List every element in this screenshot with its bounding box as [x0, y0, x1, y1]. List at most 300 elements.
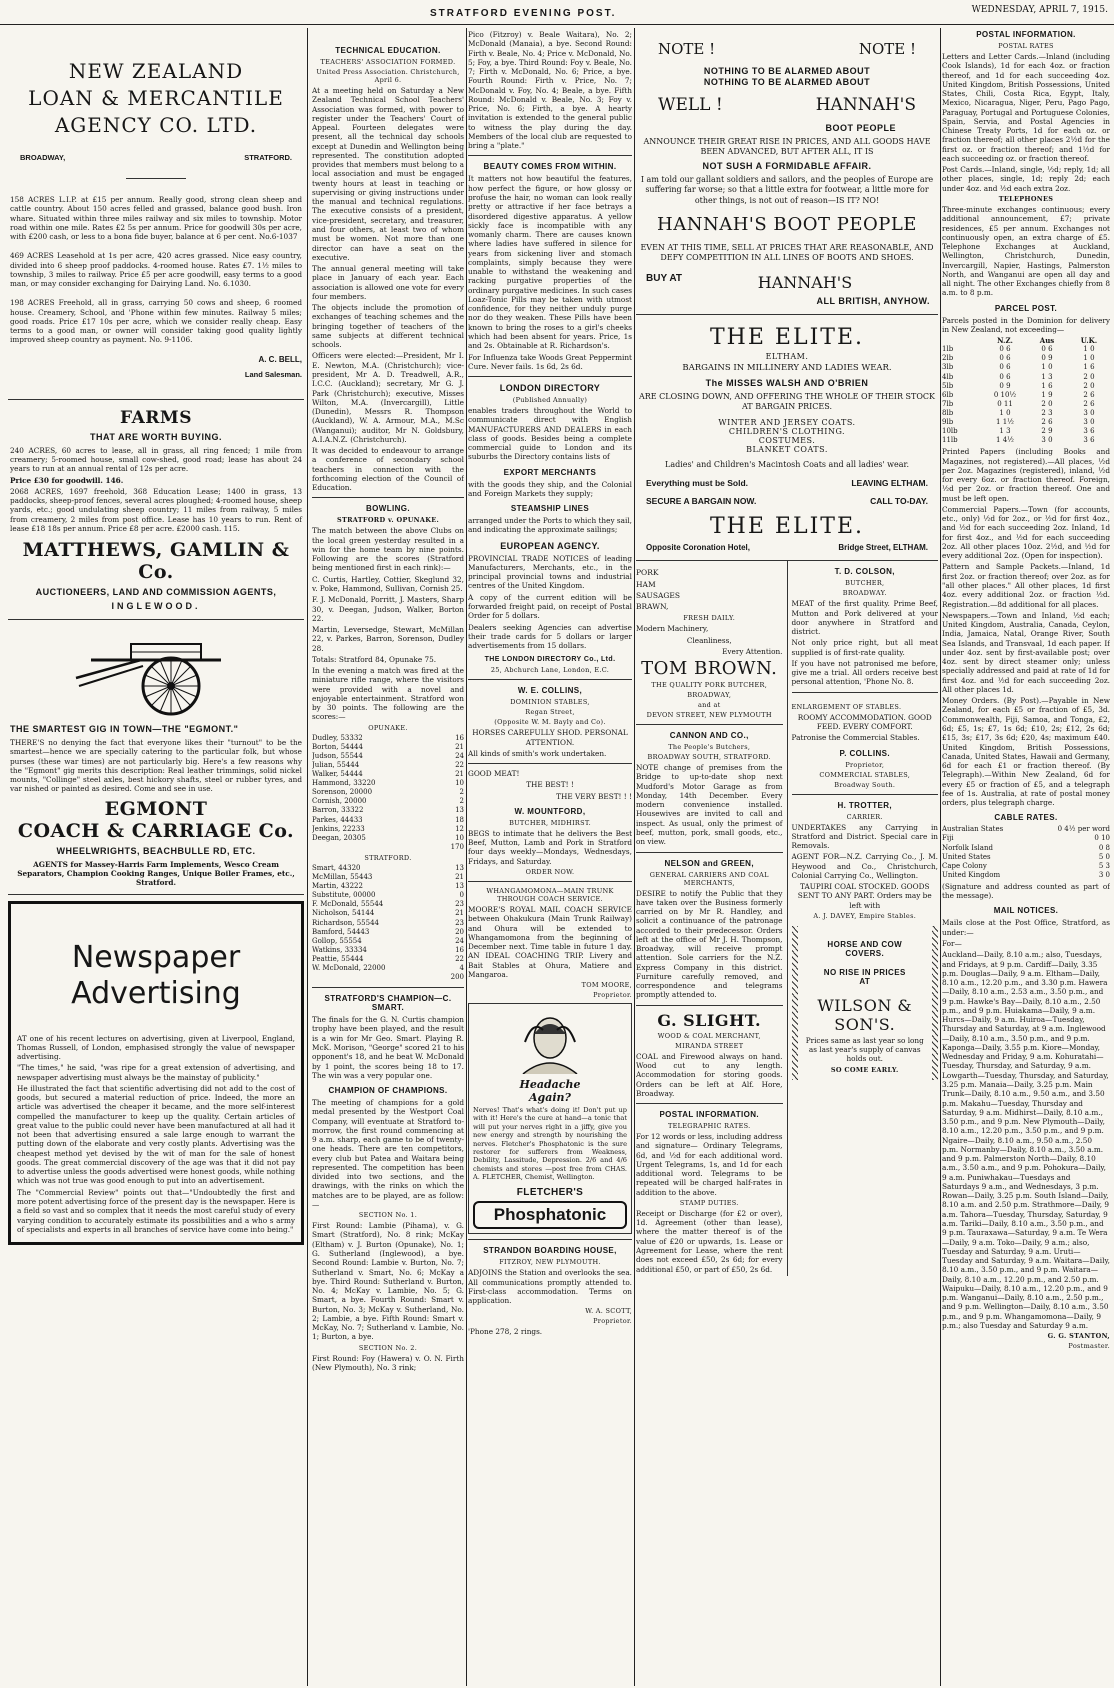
stratford-score-row [312, 909, 464, 918]
export-merchants: EXPORT MERCHANTS [503, 467, 597, 477]
opunake-score-cell: 21 [455, 742, 464, 751]
cable-rate-cell: Australian States [942, 825, 1004, 834]
stratford-score-row [312, 964, 464, 973]
colson-place: BROADWAY. [842, 589, 887, 598]
column-rule-3 [634, 28, 635, 1686]
stratford-score-row [312, 955, 464, 964]
parcel-header-cell: U.K. [1080, 336, 1098, 346]
dealers-note: Dealers seeking Agencies can advertise their trade cards for 5 dollars or larger advertisements from 15 dollars. [468, 622, 632, 651]
section-2-text: First Round: Foy (Hawera) v. O. N. Firth (New Plymouth), No. 3 rink; [312, 1353, 464, 1372]
headache-woman-illustration [505, 1012, 595, 1074]
opunake-score-row [312, 797, 464, 806]
stratford-score-row [312, 873, 464, 882]
news-para-2: "The times," he said, "was ripe for a great extension of advertising, and newspaper advertising must always be the mainstay of publicity." [17, 1063, 295, 1082]
pork-item-1: PORK [636, 568, 659, 578]
stratford-score-row [312, 928, 464, 937]
loan-divider [126, 178, 186, 179]
opunake-score-list [312, 734, 464, 843]
strandon-title: STRANDON BOARDING HOUSE, [483, 1246, 617, 1256]
secure-bargain: SECURE A BARGAIN NOW. [646, 496, 757, 507]
parcel-cell: 0 6 [999, 372, 1011, 381]
news-para-4: The "Commercial Review" points out that—"Undoubtedly the first and more potent advertising force of the present day is the newspaper. Here is a field so vast and so complex that it needs the most careful study of every varying condition to accurately estimate its possibilities and a who s army of specialists and experts in all branches of service have come into being." [17, 1187, 295, 1234]
p-collins: P. COLLINS. [839, 748, 890, 758]
bridge-street: Bridge Street, ELTHAM. [838, 543, 928, 553]
divider [468, 763, 632, 764]
bowling-para-3: F. J. McDonald, Porritt, J. Masters, Sharp 30, v. Deegan, Judson, Walker, Borton 22. [312, 595, 464, 623]
stanton-role: Postmaster. [1068, 1342, 1110, 1351]
stamp-text: Receipt or Discharge (for £2 or over), 1d. Agreement (other than lease), where the matter thereof is of the value of £20 or upwards, 1s. Lease or Agreement for Lease, where the rent does not exceed £50, 2s 6d; for every additional £50, or part of £50, 2s 6d. [636, 1208, 783, 1274]
macintosh: Ladies' and Children's Macintosh Coats and all ladies' wear. [665, 460, 909, 470]
elite-place: ELTHAM. [765, 352, 809, 362]
divider [636, 724, 783, 725]
headline-line-1: Newspaper [71, 939, 241, 975]
parcel-header-cell: Aus [1039, 336, 1055, 346]
scott-role: Proprietor. [593, 1317, 632, 1326]
telegraphic-rates: TELEGRAPHIC RATES. [667, 1122, 751, 1131]
cable-rate-cell: 5 3 [1098, 861, 1110, 870]
money-orders: Money Orders. (By Post).—Payable in New Zealand, for each £5 or fraction of £5, 3d. Commonwealth, Fiji, Samoa, and Tonga, £2, 6d; £5, 1s; £7, 1s 6d; £10, 2s; £12, 2s 6d; £15, 3s; £17, 3s 6d; £20, 4s; maximum £40. United Kingdom, British Possessions, Canada, United States, Hawaii and Germany, 6d for each £1 or fraction thereof. (By Telegraph).—Within New Zealand, 6d for every £5 or fraction of £5, and a telegraph fee of 1s. Australia, at rate of postal money orders, plus telegraph charge. [942, 696, 1110, 808]
announce: ANNOUNCE THEIR GREAT RISE IN PRICES, AND ALL GOODS HAVE BEEN ADVANCED, BUT AFTER ALL, IT IS [643, 137, 931, 157]
section-1-title: SECTION No. 1. [358, 1211, 418, 1220]
parcel-cell: 1 0 [1041, 363, 1053, 372]
horse-cow-covers: HORSE AND COW COVERS. [827, 939, 903, 958]
opunake-score-row [312, 734, 464, 743]
stratford-score-cell: 23 [455, 918, 464, 927]
cable-rate-cell: United States [942, 852, 991, 861]
winter-line-3: COSTUMES. [758, 436, 816, 446]
divider [468, 881, 632, 882]
cable-rate-cell: 0 8 [1098, 843, 1110, 852]
parcel-cell: 11lb [942, 436, 958, 445]
loan-title-line-1: NEW ZEALAND [68, 59, 244, 83]
parcel-cell: 0 11 [997, 399, 1013, 408]
buy-at: BUY AT [646, 273, 682, 285]
mountford-title: W. MOUNTFORD, [514, 806, 586, 816]
collins-title: W. E. COLLINS, [517, 686, 583, 696]
colson-butcher: BUTCHER, [845, 579, 885, 588]
postal-text: For 12 words or less, including address and signature— Ordinary Telegrams, 6d, and ½d for each additional word. Urgent Telegrams, 1s, and 1d for each additional word. Telegrams to be repeated will be charged half-rates in addition to the above. [636, 1132, 783, 1197]
champion-title: STRATFORD'S CHAMPION—C. SMART. [324, 994, 452, 1013]
parcel-cell: 1 4½ [996, 436, 1014, 445]
opunake-score-row [312, 834, 464, 843]
stratford-score-cell: Gollop, 55554 [312, 936, 362, 945]
european-agency: EUROPEAN AGENCY. [500, 540, 600, 551]
cable-rate-cell: Norfolk Island [942, 843, 993, 852]
opunake-score-cell: 24 [455, 751, 464, 760]
mountford-text: BEGS to intimate that he delivers the Best Beef, Mutton, Lamb and Pork in Stratford four days weekly—Mondays, Wednesdays, Fridays, and Saturday. [468, 828, 632, 866]
matthews-title: MATTHEWS, GAMLIN & Co. [22, 539, 290, 584]
no-rise: NO RISE IN PRICES AT [823, 967, 906, 986]
parcel-cell: 0 6 [1041, 345, 1053, 354]
opunake-score-cell: Sorenson, 20000 [312, 788, 373, 797]
cable-rate-cell: 5 0 [1098, 852, 1110, 861]
horses-shod: HORSES CAREFULLY SHOD. PERSONAL ATTENTION. [472, 728, 628, 747]
opunake-score-cell: Jenkins, 22233 [312, 824, 365, 833]
divider [312, 987, 464, 988]
masthead [0, 0, 1114, 26]
headache-line-1: Headache [519, 1078, 581, 1092]
opunake-score-cell: 18 [455, 815, 464, 824]
bowling-continued: Pico (Fitzroy) v. Beale Waitara), No. 2; McDonald (Manaia), a bye. Second Round: Firth v. Beale, No. 4; Price v. McDonald, No. 5; Foy, a bye. Third Round: Foy v. Beale, No. 7; Firth v. McDonald, No. 6; Price, a bye. Fourth Round: Firth v. Price, No. 7; McDonald v. Foy, No. 4; Beale, a bye. Fifth Round: McDonald v. Beale, No. 3; Foy v. Price, No. 6; Firth, a bye. A hearty invitation is extended to the general public to witness the play during the day. Members of the local club are requested to bring a "plate." [468, 30, 632, 151]
devon-street: DEVON STREET, NEW PLYMOUTH [646, 711, 772, 720]
parcel-row [942, 391, 1110, 400]
collins-address-2: (Opposite W. M. Bayly and Co). [494, 718, 606, 727]
bowling-subtitle: STRATFORD v. OPUNAKE. [336, 516, 440, 525]
bowling-para-4: Martin, Leversedge, Stewart, McMillan 22, v. Parkes, Barron, Sorenson, Dudley 28. [312, 625, 464, 653]
parcel-cell: 3 0 [1041, 436, 1053, 445]
pork-item-4: BRAWN, [636, 602, 669, 612]
commercial-stables: COMMERCIAL STABLES, [819, 770, 911, 779]
cannon-text: NOTE change of premises from the Bridge to up-to-date shop next Mudford's Motor Garage as from Monday, 14th December. Every modern convenience installed. Housewives are invited to call and inspect. As usual, only the primest of beef, mutton, pork, small goods, etc., on view. [636, 763, 783, 847]
column-4 [636, 28, 938, 1686]
colson-text: MEAT of the first quality. Prime Beef, Mutton and Pork delivered at your door anywhere in Stratford and district. [791, 599, 938, 637]
peoples-butchers: The People's Butchers, [668, 743, 751, 752]
stratford-score-cell: F. McDonald, 55544 [312, 900, 384, 909]
newspaper-advertising-box [8, 901, 304, 1246]
opposite-hotel: Opposite Coronation Hotel, [646, 543, 750, 553]
stratford-score-row [312, 900, 464, 909]
whangamomona-text: MOORE'S ROYAL MAIL COACH SERVICE between Ohakukura (Main Trunk Railway) and Ohura will be extended to Whangamomona from the beginning of December next. Time table in future 1 day. AN IDEAL COACHING TRIP. Livery and Bait Stables at Ohura, Matiere and Mangaroa. [468, 905, 632, 979]
parcel-cell: 3 6 [1083, 427, 1095, 436]
hannahs-ad [636, 28, 938, 315]
wilson-sons: WILSON & SON'S. [817, 995, 913, 1034]
column-rule-1 [307, 28, 308, 1686]
stanton-name: G. G. STANTON, [1047, 1332, 1110, 1341]
london-company: THE LONDON DIRECTORY Co., Ltd. [484, 656, 616, 664]
parcel-cell: 1lb [942, 345, 954, 354]
letters-text: Letters and Letter Cards.—Inland (including Cook Islands), 1d for each 4oz. or fraction thereof, and 1d for each succeeding 4oz. United Kingdom, British Possessions, United States, Chili, Costa Rica, Egypt, Italy, Mexico, Nicaragua, Niger, Peru, Pago Pago, Paraguay, Portugal and Portuguese Colonies, Spain, Servia, and Postal Agencies in Chinese Treaty Ports, 1d for each oz. or fraction thereof; all other places 2½d for the first oz. or fraction thereof; and 1½d for each succeeding oz. or fraction thereof. [942, 52, 1110, 163]
note-left: NOTE ! [658, 40, 716, 58]
influenza-note: For Influenza take Woods Great Peppermint Cure. Never fails. 1s 6d, 2s 6d. [468, 352, 632, 371]
nelson-text: DESIRE to notify the Public that they have taken over the Business formerly carried on by Mr R. Handley, and solicit a continuance of the patronage accorded to their predecessor. Orders left at the office of Mr J. H. Thompson, Broadway, will receive prompt attention. Sole carriers for the N.Z. Express Company in this district. Furniture carefully removed, and correspondence and telegrams promptly attended to. [636, 888, 783, 1000]
divider [468, 1239, 632, 1240]
stratford-score-row [312, 891, 464, 900]
loan-item-2: 469 ACRES Leasehold at 1s per acre, 420 acres grassed. Nice easy country, divided into 6 sheep proof paddocks. 4-roomed house. Rates £7. 1½ miles to township, 3 miles to railway. Price £5 per acre goodwill, easy terms to a good man, or may consider exchanging for Dairying Land. No. 6.1030. [10, 251, 302, 289]
loan-left: BROADWAY, [20, 153, 66, 162]
winter-line-2: CHILDREN'S CLOTHING. [728, 427, 846, 437]
opunake-score-row [312, 806, 464, 815]
even-text: EVEN AT THIS TIME, SELL AT PRICES THAT ARE REASONABLE, AND DEFY COMPETITION IN ALL LINES OF BOOTS AND SHOES. [640, 242, 934, 262]
stratford-score-row [312, 919, 464, 928]
scott-name: W. A. SCOTT, [585, 1307, 632, 1316]
collins-subtitle: DOMINION STABLES, [510, 698, 590, 707]
technical-education-title: TECHNICAL EDUCATION. [335, 46, 441, 55]
trotter-title: H. TROTTER, [837, 800, 893, 810]
headache-line-2: Again? [529, 1091, 571, 1105]
cable-rate-row [942, 834, 1110, 843]
parcel-cell: 1 6 [1041, 381, 1053, 390]
colson-title: T. D. COLSON, [834, 567, 895, 577]
cable-rate-row [942, 825, 1110, 834]
opunake-title: OPUNAKE. [368, 723, 408, 732]
tech-para-4: Officers were elected:—President, Mr I. E. Newton, M.A. (Christchurch); vice-president, Mr A. D. Treadwell, A.R., I.C.C. (Auckland); secretary, Mr G. J. Park (Christchurch); executive, Misses Wilton, M.A. (Invercargill), Little (Dunedin), Messrs R. Thompson (Auckland), W. A. Armour, M.A., M.Sc (Wanganui); auditor, Mr N. Goldsbury, A.I.A.N.Z. (Christchurch). [312, 351, 464, 444]
opunake-score-row [312, 752, 464, 761]
opunake-score-cell: Deegan, 20305 [312, 833, 366, 842]
egmont-agents: AGENTS for Massey-Harris Farm Implements, Wesco Cream Separators, Champion Cooking Ranges, Unique Boiler Frames, etc., Stratford. [17, 859, 295, 888]
steamship-lines: STEAMSHIP LINES [510, 504, 590, 514]
matthews-subtitle: AUCTIONEERS, LAND AND COMMISSION AGENTS, [35, 587, 277, 598]
champion-of-champions-text: The meeting of champions for a gold medal presented by the Westport Coal Company, will eventuate at Stratford to-morrow, the first round commencing at 9 a.m. sharp, each game to be of twenty-one heads. There are ten competitors, every club but Patea and Waitara being represented. The competition has been divided into two sections, and the drawings, with the rinks on which the matches are to be played, are as follow:— [312, 1098, 464, 1209]
newspaper-advertising-headline [17, 940, 295, 1012]
p-collins-role: Proprietor, [845, 760, 885, 769]
divider [636, 1103, 783, 1104]
parcel-cell: 2 9 [1041, 427, 1053, 436]
winter-line-1: WINTER AND JERSEY COATS. [718, 418, 856, 428]
parcel-text: Parcels posted in the Dominion for delivery in New Zealand, not exceeding— [942, 315, 1110, 334]
steamship-text: arranged under the Ports to which they sail, and indicating the approximate sailings; [468, 516, 632, 535]
bowling-para-1: The match between the above Clubs on the local green yesterday resulted in a win for the home team by nine points. Following are the scores (Stratford being mentioned first in each rink):— [312, 526, 464, 573]
stratford-score-row [312, 864, 464, 873]
parcel-cell: 4lb [942, 372, 954, 381]
cable-note: (Signature and address counted as part of the message). [942, 881, 1110, 901]
beauty-text: It matters not how beautiful the features, how perfect the figure, or how glossy or profuse the hair, no woman can look really pretty or attractive if her face betrays a disordered digestive apparatus. A yellow sickly face is incompatible with any womanly charm. There are causes known where ladies have suffered in silence for years from sickening liver and stomach complaints, simply because they were unable to withstand the weakening and racking purgative properties of the ordinary purgative medicines. In such cases Loaz-Tonic Pills may be taken with utmost confidence, for they neither unduly purge nor do they weaken. These Pills have been known to bring the roses to a girl's cheeks which had been absent for years. Price, 1s and 2s. Obtainable at R. Richardson's. [468, 174, 632, 351]
nothing-line-1: NOTHING TO BE ALARMED ABOUT [703, 66, 871, 76]
farms-subtitle: THAT ARE WORTH BUYING. [90, 431, 222, 442]
stratford-score-cell: 4 [459, 963, 464, 972]
farms-item-3: 2068 ACRES, 1697 freehold, 368 Education Lease; 1400 in grass, 13 paddocks, sheep-proof fences, several acres ploughed; 4-roomed house, sheep yards, etc.; good undulating sheep country; 11 miles from railway, 5 miles from creamery, 2 miles from post office. Lease has 10 years to run. Rent of lease £18 18s per annum. Price £8 per acre. £2000 cash. 115. [10, 486, 302, 533]
telephones-text: Three-minute exchanges continuous; every additional announcement, £7; private residences, £5 per annum. Exchanges not continuously open, an extra charge of £5. Telephone Exchanges at Auckland, Wellington, Christchurch, Dunedin, Invercargill, Napier, Hastings, Palmerston North, and Wanganui are open all day and all night. The other Exchanges chiefly from 8 a.m. to 8 p.m. [942, 204, 1110, 298]
parcel-cell: 0 10½ [993, 390, 1017, 399]
newspapers: Newspapers.—Town and Inland, ½d each; United Kingdom, Australia, Canada, Ceylon, India, Jamaica, Natal, Orange River, South Sea Islands, and Transvaal, 1d each paper. If under 4oz. sent by first-available post; over 4oz. sent by direct steamer only; unless specially addressed and paid at rate of 1d for first 4oz. and ½d for each succeeding 2oz. All other places 1d. [942, 610, 1110, 694]
headline-line-2: Advertising [71, 975, 241, 1011]
parcel-cell: 1 6 [1083, 363, 1095, 372]
stratford-score-cell: Substitute, 00000 [312, 891, 376, 900]
loan-item-1: 158 ACRES L.I.P. at £15 per annum. Really good, strong clean sheep and cattle country. About 150 acres felled and grassed, balance good bush. Iron whare. Situated within three miles railway and six miles to township. Motor road within one mile. Rates £2 5s per annum. Price for goodwill 30s per acre, with £200 cash, or less to a bona fide buyer, balance at 6 per cent. No.6-1037 [10, 195, 302, 242]
moore-role: Proprietor. [593, 991, 632, 1000]
mail-for: For— [942, 939, 962, 949]
parcel-cell: 0 9 [1041, 354, 1053, 363]
stratford-score-row [312, 946, 464, 955]
divider [468, 376, 632, 377]
cable-rate-cell: Cape Colony [942, 861, 987, 870]
all-british: ALL BRITISH, ANYHOW. [816, 296, 930, 307]
cable-rate-cell: 0 4½ per word [1057, 825, 1110, 834]
parcel-cell: 9lb [942, 418, 954, 427]
mail-text: Auckland—Daily, 8.10 a.m.; also, Tuesdays, and Fridays, at 9 p.m. Cardiff—Daily, 3.35 p.m. Douglas—Daily, 9 a.m. Eltham—Daily, 8.10 a.m., 12.20 p.m., and 3.30 p.m. Hawera—Daily, 8.10 a.m., 2.53 a.m., 3.50 p.m., and 9 p.m. Hawke's Bay—Daily, 8.10 a.m., 2.50 p.m., and 9 p.m. Huiakama—Daily, 9 a.m. Hurcs—Daily, 9 a.m. Huiroa—Tuesday, Thursday and Saturday, at 9 a.m. Inglewood—Daily, 8.10 a.m., 3.50 p.m., and 9 p.m. Kaponga—Daily, 3.55 p.m. Kiore—Monday, Wednesday and Friday, 9 a.m. Kohuratahi—Tuesday, Thursday, and Saturday, 9 a.m. Lowgarth—Tuesday, Thursday, and Saturday, 3.25 p.m. Manaia—Daily, 3.25 p.m. Main Trunk—Daily, 8.10 a.m., 9.50 a.m., and 3.50 p.m. Makahu—Tuesday, Thursday and Saturday, 9 a.m. Midhirst—Daily, 8.10 a.m., 3.50 p.m., and 9 p.m. New Plymouth—Daily, 8.10 a.m., 12.20 p.m., 3.50 p.m., and 9 p.m. Ngaire—Daily, 8.10 a.m., 9.50 a.m., 2.50 p.m. Normanby—Daily, 8.10 a.m., 3.50 a.m. and 9 p.m. Palmerston North—Daily, 8.10 a.m., 3.50 a.m., and 9 p.m. Pohokura—Daily, 9 a.m. Puniwhakau—Tuesdays and Saturdays 9 a.m., and Wednesdays, 3 p.m. Rowan—Daily, 3.25 p.m. South Island—Daily, 8.10 a.m. and 2.50 p.m. Strathmore—Daily, 9 a.m. Tahora—Tuesday, Thursday, Saturday, 9 a.m. Tariki—Daily, 8.10 a.m., 3.50 p.m., and 9 p.m. Tauraxawa—Saturday, 9 a.m. Te Wera—Daily, 9 a.m. Toko—Daily, 9 a.m.; also, Tuesday and Saturday, 9 a.m. Uruti—Tuesday and Saturday, 9 a.m. Waitara—Daily, 8.10 a.m., 3.50 p.m., and 9 p.m. Waitara—Daily, 8.10 a.m., 12.20 p.m., and 2.50 p.m. Waipuku—Daily, 8.10 a.m., 12.20 p.m., and 9 p.m. Wanganui—Daily, 8.10 a.m., 2.50 p.m., and 9 p.m. Wellington—Daily, 8.10 a.m., 3.50 p.m., and 9 p.m. Whangamomona—Daily, 9 p.m.; also Tuesday and Saturday 9 a.m. [942, 950, 1110, 1330]
smith-work: All kinds of smith's work undertaken. [468, 748, 607, 758]
stratford-score-cell: 21 [455, 909, 464, 918]
parcel-cell: 2 6 [1083, 390, 1095, 399]
commercial-papers: Commercial Papers.—Town (for accounts, etc., only) ½d for 2oz., or ½d for first 4oz., and ½d for each succeeding 2oz. Inland, 1d for first 4oz., and ½d for each succeeding 2oz. All other places 10oz. 2½d, and ½d for every additional 2oz. (Open for inspection). [942, 504, 1110, 561]
stratford-score-cell: 20 [455, 927, 464, 936]
parcel-cell: 2lb [942, 354, 954, 363]
pork-list [636, 567, 783, 612]
parcel-cell: 3lb [942, 363, 954, 372]
stratford-score-cell: Richardson, 55544 [312, 918, 379, 927]
mail-notices-title: MAIL NOTICES. [993, 906, 1059, 916]
fletchers-brand: FLETCHER'S [516, 1187, 584, 1199]
stratford-score-cell: 22 [455, 954, 464, 963]
opunake-score-row [312, 743, 464, 752]
slight-street: MIRANDA STREET [675, 1041, 744, 1050]
opunake-score-cell: Hammond, 33220 [312, 779, 376, 788]
parcel-row [942, 382, 1110, 391]
printed-papers: Printed Papers (including Books and Magazines, not registered).—All places, ½d per 2oz. Magazines (registered), inland, ½d for every 6oz. or fraction thereof. Foreign, ½d per 2oz. or fraction thereof. One and must be left open. [942, 447, 1110, 503]
parcel-row [942, 427, 1110, 436]
roomy: ROOMY ACCOMMODATION. GOOD FEED. EVERY COMFORT. [797, 712, 932, 731]
opunake-score-cell: Judson, 55544 [312, 751, 363, 760]
cable-rate-cell: United Kingdom [942, 870, 1001, 879]
stratford-score-cell: Watkins, 33334 [312, 945, 367, 954]
gig-illustration [71, 630, 241, 718]
cannon-title: CANNON AND CO., [669, 731, 749, 741]
divider [792, 692, 939, 693]
parcel-row [942, 409, 1110, 418]
elite-ad [636, 315, 938, 561]
the-very-best: THE VERY BEST! ! ! [556, 791, 632, 801]
stratford-score-cell: 23 [455, 900, 464, 909]
col4-lower-right [792, 561, 939, 1275]
stratford-score-cell: 21 [455, 873, 464, 882]
slight-subtitle: WOOD & COAL MERCHANT, [657, 1031, 761, 1040]
section-1-text: First Round: Lambie (Pihama), v. G. Smart (Stratford), No. 8 rink; McKay (Eltham) v. J. Burton (Opunake), No. 1; G. Sutherland (Inglewood), a bye. Second Round: Lambie v. Burton, No. 7; Sutherland v. Smart, No. 6; McKay a bye. Third Round: Sutherland v. Burton, No. 4; McKay v. Lambie, No. 5; G. Smart, a bye. Fourth Round: Smart v. Burton, No. 3; McKay v. Sutherland, No. 2; Lambie, a bye. Fifth Round: Smart v. McKay, No. 7; Sutherland v. Lambie, No. 1; Burton, a bye. [312, 1221, 464, 1342]
wilson-ad [792, 926, 939, 1080]
loan-signoff-role: Land Salesman. [244, 369, 302, 379]
opunake-score-row [312, 825, 464, 834]
divider [792, 794, 939, 795]
loan-item-3: 198 ACRES Freehold, all in grass, carrying 50 cows and sheep, 6 roomed house. Creamery, School, and 'Phone within few minutes. Railway 5 miles; good roads. Price £17 10s per acre, which we consider really cheap. Easy terms to a good man, or owner will consider taking good quality lightly improved sheep country as payment. No. 9-1106. [10, 298, 302, 345]
column-rule-2 [466, 28, 467, 1686]
divider [636, 852, 783, 853]
parcel-cell: 2 0 [1083, 372, 1095, 381]
postal-info-title: POSTAL INFORMATION. [659, 1110, 760, 1120]
cable-rate-row [942, 844, 1110, 853]
agent-text: AGENT FOR—N.Z. Carrying Co., J. M. Heywood and Co., Christchurch, Colonial Carrying Co., Wellington. [791, 852, 938, 880]
egmont-title-2: COACH & CARRIAGE Co. [17, 819, 295, 842]
stamp-duties: STAMP DUTIES. [679, 1198, 739, 1207]
divider [636, 1005, 783, 1006]
parcel-cell: 3 0 [1083, 408, 1095, 417]
opunake-score-cell: Parkes, 44433 [312, 815, 363, 824]
stratford-score-cell: Smart, 44320 [312, 863, 361, 872]
farms-item-2: Price £30 for goodwill. 146. [10, 475, 124, 485]
moore-name: TOM MOORE, [581, 981, 632, 990]
cable-rate-cell: 0 10 [1094, 834, 1110, 843]
parcel-row [942, 400, 1110, 409]
colson-text-3: If you have not patronised me before, give me a trial. All orders receive best personal attention, 'Phone No. 8. [791, 658, 938, 687]
cable-rate-cell: 3 0 [1098, 870, 1110, 879]
every-attention: Every Attention. [722, 646, 783, 656]
stratford-score-cell: Bamford, 54443 [312, 927, 370, 936]
parcel-cell: 2 3 [1041, 408, 1053, 417]
opunake-score-cell: 22 [455, 761, 464, 770]
good-meat: GOOD MEAT! [468, 769, 520, 779]
gig-caption: THE SMARTEST GIG IN TOWN—THE "EGMONT." [10, 724, 239, 735]
tech-para-2: The annual general meeting will take place in January of each year. Each association is allowed one vote for every four members. [312, 264, 464, 301]
telephones-title: TELEPHONES [998, 194, 1054, 203]
opunake-score-cell: 21 [455, 770, 464, 779]
parcel-cell: 3 0 [1083, 418, 1095, 427]
col4-lower [636, 561, 938, 1275]
cable-rate-table [942, 825, 1110, 880]
parcel-cell: 0 6 [999, 354, 1011, 363]
stratford-score-cell: 24 [455, 936, 464, 945]
and-at: and at [697, 701, 721, 710]
parcel-rate-table [942, 336, 1110, 445]
note-right: NOTE ! [858, 40, 916, 58]
beauty-title: BEAUTY COMES FROM WITHIN. [483, 162, 617, 172]
tech-para-1: At a meeting held on Saturday a New Zealand Technical School Teachers' Association was formed, with power to register under the Teachers' Court of Appeal. Fourteen delegates were present, all the technical day schools except at Dunedin and Wellington being represented. The constitution adopted provides that members must belong to a local association and must be engaged twenty hours at least in teaching or supervising or giving instructions under the manual and technical regulations. The executive consists of a president, vice-president, secretary, and treasurer, and four others, at least two of whom must be women. Not more than one director can have a seat on the executive. [312, 86, 464, 262]
strandon-subtitle: FITZROY, NEW PLYMOUTH. [499, 1258, 601, 1267]
parcel-cell: 2 0 [1083, 381, 1095, 390]
opunake-score-cell: 12 [455, 824, 464, 833]
section-2-title: SECTION No. 2. [358, 1343, 418, 1352]
taupiri: TAUPIRI COAL STOCKED. GOODS SENT TO ANY PART. Orders may be left with [797, 882, 932, 910]
trotter-carrier: CARRIER. [846, 812, 883, 821]
column-rule-4 [940, 28, 941, 1686]
parcel-post-title: PARCEL POST. [994, 303, 1058, 313]
colson-text-2: Not only price right, but all meat supplied is of first-rate quality. [791, 638, 938, 657]
parcel-header-row [942, 336, 1110, 345]
davey: A. J. DAVEY, Empire Stables. [813, 911, 917, 920]
stratford-score-cell: 13 [455, 882, 464, 891]
column-1 [8, 28, 304, 1686]
stratford-score-row [312, 937, 464, 946]
opunake-score-cell: 16 [455, 733, 464, 742]
stratford-score-list [312, 864, 464, 973]
london-directory-subtitle: (Published Annually) [512, 396, 588, 405]
parcel-cell: 7lb [942, 399, 954, 408]
phosphatonic-ad [468, 1003, 632, 1234]
parcel-row [942, 436, 1110, 445]
copy-note: A copy of the current edition will be forwarded freight paid, on receipt of Postal Order for 5 dollars. [468, 592, 632, 621]
newspaper-date: WEDNESDAY, APRIL 7, 1915. [971, 5, 1108, 15]
champion-of-champions-title: CHAMPION OF CHAMPIONS. [328, 1086, 448, 1096]
export-text: with the goods they ship, and the Colonial and Foreign Markets they supply; [468, 479, 632, 498]
london-directory-title: LONDON DIRECTORY [499, 383, 601, 394]
parcel-row [942, 345, 1110, 354]
stratford-total-row [312, 973, 464, 982]
parcel-cell: 0 6 [999, 345, 1011, 354]
egmont-subtitle: WHEELWRIGHTS, BEACHBULLE RD, ETC. [56, 845, 256, 856]
stratford-score-cell: McMillan, 55443 [312, 873, 373, 882]
parcel-cell: 1 0 [999, 408, 1011, 417]
parcel-cell: 2 0 [1041, 399, 1053, 408]
cable-rate-cell: Fiji [942, 834, 954, 843]
loan-title-line-3: AGENCY CO. LTD. [54, 113, 258, 137]
bowling-para-5: Totals: Stratford 84, Opunake 75. [312, 654, 437, 664]
postal-rates-title: POSTAL RATES [998, 42, 1054, 50]
parcel-row [942, 418, 1110, 427]
trotter-text: UNDERTAKES any Carrying in Stratford and District. Special care in Removals. [791, 822, 938, 851]
everything-sold: Everything must be Sold. [646, 478, 749, 489]
parcel-header-cell [942, 336, 984, 345]
nelson-title: NELSON and GREEN, [664, 858, 754, 868]
opunake-score-row [312, 816, 464, 825]
opunake-total-row [312, 843, 464, 852]
column-3 [468, 28, 632, 1686]
mountford-butcher: BUTCHER, MIDHIRST. [509, 818, 591, 827]
stratford-score-cell: Martin, 43222 [312, 882, 363, 891]
champion-text: The finals for the G. N. Curtis champion trophy have been played, and the result is a win for Mr Geo. Smart. Playing R. McK. Morison, "George" scored 21 to his opponent's 18, and he beat W. McDonald by 1 point, the scores being 18 to 17. The win was a very popular one. [312, 1015, 464, 1080]
parcel-cell: 5lb [942, 381, 954, 390]
loan-signoff: A. C. BELL, [258, 354, 302, 364]
fresh-daily: FRESH DAILY. [683, 614, 736, 623]
parcel-cell: 3 6 [1083, 436, 1095, 445]
opunake-score-cell: Julian, 55444 [312, 761, 360, 770]
stratford-score-cell: Peattie, 55444 [312, 954, 364, 963]
opunake-score-row [312, 761, 464, 770]
opunake-score-cell: 2 [459, 797, 464, 806]
nelson-subtitle: GENERAL CARRIERS AND COAL MERCHANTS, [649, 870, 769, 887]
cable-rate-row [942, 862, 1110, 871]
hannahs-name: HANNAH'S [815, 95, 916, 115]
gig-text: THERE'S no denying the fact that everyone likes their "turnout" to be the smartest—hence we are specially catering to the particular folk, but whose purses (these war times) are not particularly big. Here's a few reasons why the "Egmont" gig merits this description: Real leather trimmings, solid nickel mounts, "Collinge" steel axles, best hickory shafts, steel or rubber tyres, and var nished or painted as desired. Come and see in use. [10, 738, 302, 794]
parcel-cell: 1 1½ [996, 418, 1014, 427]
technical-press-line: United Press Association. Christchurch, April 6. [316, 68, 460, 84]
opunake-score-row [312, 788, 464, 797]
soldiers-text: I am told our gallant soldiers and sailors, and the peoples of Europe are suffering far worse; so that a little extra for footwear, a little more for other things, is not out of reason—IS IT? NO! [640, 175, 934, 205]
